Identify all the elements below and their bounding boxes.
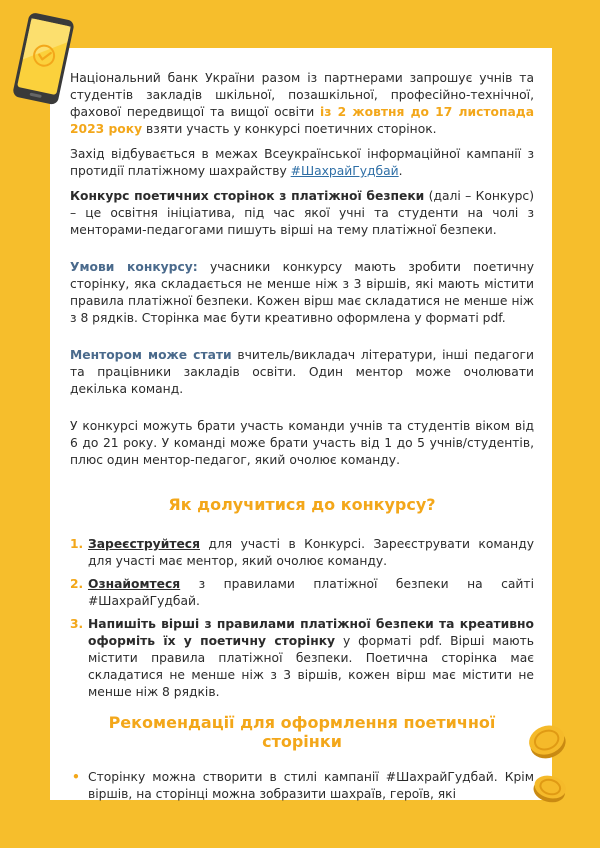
contest-definition-text: (далі – Конкурс) – це освітня ініціатива, під час якої учні та студенти на чолі з менторами-педагогами пишуть вірші на тему платіжної безпеки. [70, 189, 534, 237]
step-number: 3. [70, 617, 84, 631]
contest-name: Конкурс поетичних сторінок з платіжної безпеки [70, 189, 425, 203]
familiarize-link[interactable]: Ознайомтеся [88, 577, 181, 591]
campaign-paragraph [70, 146, 534, 180]
step-text: для участі в Конкурсі. Зареєструвати команду для участі має ментор, який очолює команду. [88, 537, 534, 568]
mentor-text: вчитель/викладач літератури, інші педагоги та працівники закладів освіти. Один ментор може очолювати декілька команд. [70, 348, 534, 396]
how-to-join-heading: Як долучитися до конкурсу? [168, 495, 436, 514]
list-item [70, 769, 534, 803]
list-item [70, 616, 534, 701]
step-text: з правилами платіжної безпеки на сайті #ШахрайГудбай. [88, 577, 534, 608]
document-content [70, 70, 534, 803]
contest-definition-paragraph [70, 188, 534, 239]
campaign-text: Захід відбувається в межах Всеукраїнської інформаційної кампанії з протидії платіжному шахрайству [70, 147, 534, 178]
conditions-paragraph [70, 259, 534, 327]
step-number: 2. [70, 577, 84, 591]
steps-list [70, 536, 534, 701]
recommendation-text: Сторінку можна створити в стилі кампанії #ШахрайГудбай. Крім віршів, на сторінці можна зобразити шахраїв, героїв, які [88, 770, 534, 801]
campaign-hashtag-link[interactable]: #ШахрайГудбай [290, 164, 399, 178]
intro-text-start: Національний банк України разом із партнерами запрошує учнів та студентів закладів шкільної, позашкільної, професійно-технічної, фахової передвищої та вищої освіти [70, 71, 534, 119]
gold-coin-icon [522, 716, 572, 766]
document-page [50, 48, 552, 800]
contest-dates: із 2 жовтня до 17 листопада 2023 року [70, 105, 535, 136]
conditions-text: учасники конкурсу мають зробити поетичну сторінку, яка складається не менше ніж з 3 віршів, які мають містити правила платіжної безпеки. Кожен вірш має складатися не менше ніж з 8 рядків. Сторінка має бути креативно оформлена у форматі pdf. [70, 260, 534, 325]
step-text: у форматі pdf. Вірші мають містити правила платіжної безпеки. Поетична сторінка має складатися не менше ніж з 3 віршів, кожен вірш має містити не менше ніж 8 рядків. [88, 634, 534, 699]
campaign-text-end: . [398, 164, 403, 178]
intro-paragraph [70, 70, 534, 138]
step-number: 1. [70, 537, 84, 551]
mentor-paragraph [70, 347, 534, 398]
register-link[interactable]: Зареєструйтеся [88, 537, 200, 551]
teams-paragraph: У конкурсі можуть брати участь команди учнів та студентів віком від 6 до 21 року. У команді може брати участь від 1 до 5 учнів/студентів, плюс один ментор-педагог, який очолює команду. [70, 419, 534, 467]
recommendations-list [70, 769, 534, 803]
conditions-label: Умови конкурсу: [70, 260, 198, 274]
mentor-label: Ментором може стати [70, 348, 232, 362]
intro-text-end: взяти участь у конкурсі поетичних сторінок. [142, 122, 437, 136]
bullet-icon: • [72, 770, 80, 784]
list-item [70, 576, 534, 610]
list-item [70, 536, 534, 570]
smartphone-check-icon [8, 12, 82, 110]
recommendations-heading: Рекомендації для оформлення поетичної сторінки [108, 713, 496, 751]
step-bold-text: Напишіть вірші з правилами платіжної безпеки та креативно оформіть їх у поетичну сторінку [88, 617, 534, 648]
gold-coin-icon [528, 768, 572, 808]
